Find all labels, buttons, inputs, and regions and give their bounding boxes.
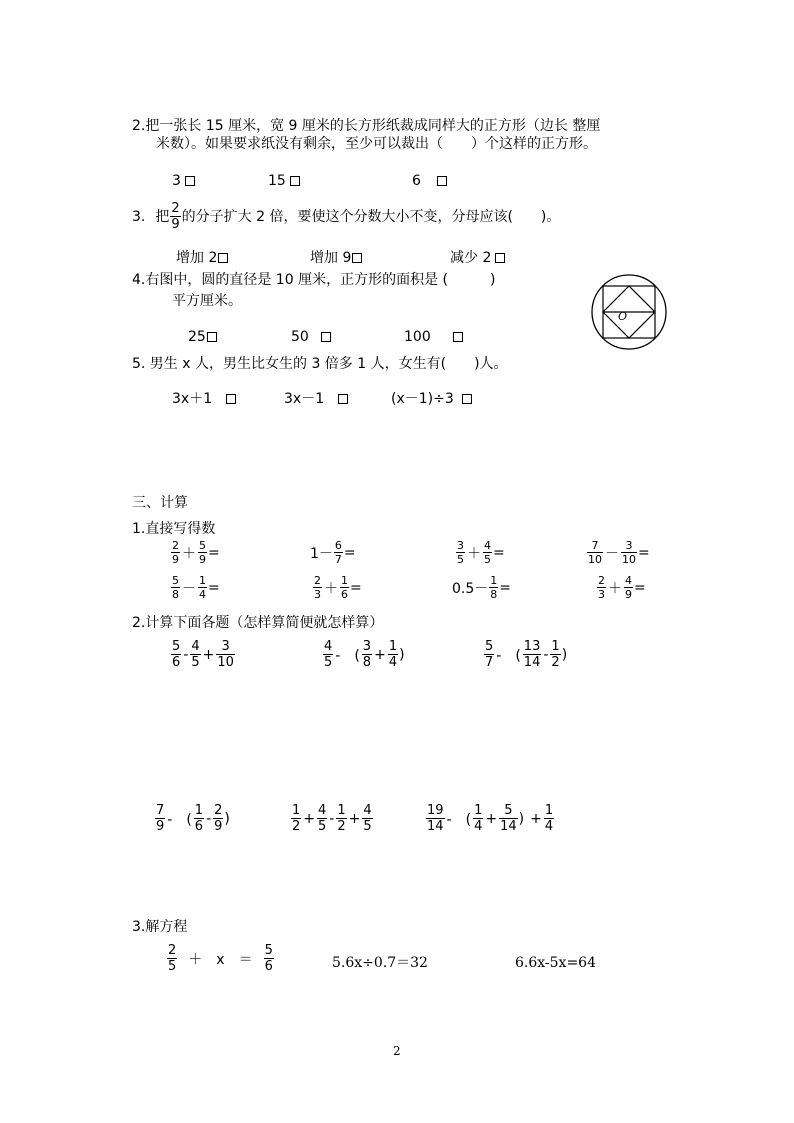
fraction: $\frac{4}{5}$ (363, 803, 372, 834)
fraction: $\frac{5}{6}$ (264, 943, 273, 974)
fraction: $\frac{4}{5}$ (191, 639, 200, 670)
checkbox[interactable] (462, 394, 472, 404)
fraction: $\frac{1}{2}$ (337, 803, 346, 834)
fraction: $\frac{1}{4}$ (199, 574, 206, 601)
direct-r2c3: 0.5－ $\frac{1}{8}$ = (452, 574, 511, 601)
equation-1: $\frac{2}{5}$ ＋ x ＝ $\frac{5}{6}$ (168, 943, 273, 974)
checkbox[interactable] (218, 253, 228, 263)
fraction: $\frac{5}{6}$ (172, 639, 181, 670)
fraction: $\frac{13}{14}$ (523, 639, 541, 670)
checkbox[interactable] (437, 176, 447, 186)
checkbox[interactable] (290, 176, 300, 186)
q5-option-a[interactable]: 3x＋1 (172, 390, 236, 408)
fraction: $\frac{6}{7}$ (334, 539, 342, 566)
q2-line2: 米数）。如果要求纸没有剩余，至少可以裁出（ ）个这样的正方形。 (156, 136, 597, 152)
fraction: $\frac{3}{5}$ (457, 539, 464, 566)
fraction: $\frac{5}{7}$ (485, 639, 494, 670)
fraction: $\frac{2}{9}$ (214, 803, 223, 834)
fraction: $\frac{3}{10}$ (217, 639, 234, 670)
fraction: $\frac{5}{8}$ (172, 574, 179, 601)
checkbox[interactable] (352, 253, 362, 263)
checkbox[interactable] (495, 253, 505, 263)
q3-option-b[interactable]: 增加 9 (310, 249, 362, 267)
fraction: $\frac{5}{9}$ (199, 539, 206, 566)
q4-option-c[interactable]: 100 (404, 328, 463, 346)
section-title: 三、计算 (132, 495, 188, 511)
checkbox[interactable] (321, 332, 331, 342)
q3-stem: 3. 把 $\frac{2}{9}$ 的分子扩大 2 倍，要使这个分数大小不变，分母应该( )。 (132, 201, 561, 232)
calc-e1: $\frac{5}{6}$ - $\frac{4}{5}$ + $\frac{3}{10}$ (172, 639, 234, 670)
fraction: $\frac{1}{8}$ (490, 574, 498, 601)
q3-option-c[interactable]: 减少 2 (450, 249, 505, 267)
direct-r1c3: $\frac{3}{5}$ ＋ $\frac{4}{5}$ = (457, 539, 505, 566)
direct-r2c4: $\frac{2}{3}$ ＋ $\frac{4}{9}$ = (598, 574, 646, 601)
equation-2: 5.6x÷0.7＝32 (332, 955, 428, 971)
fraction: $\frac{1}{4}$ (474, 803, 483, 834)
calc-e5: $\frac{1}{2}$ + $\frac{4}{5}$ - $\frac{1}{2}$ + $\frac{4}{5}$ (292, 803, 372, 834)
fraction: $\frac{2}{9}$ (172, 539, 179, 566)
fraction: $\frac{4}{9}$ (625, 574, 632, 601)
subsection-direct: 1.直接写得数 (132, 521, 216, 537)
fraction: $\frac{19}{14}$ (427, 803, 444, 834)
fraction: $\frac{1}{6}$ (341, 574, 348, 601)
subsection-equations: 3.解方程 (132, 919, 188, 935)
checkbox[interactable] (453, 332, 463, 342)
q2-line1: 2.把一张长 15 厘米，宽 9 厘米的长方形纸裁成同样大的正方形（边长 整厘 (132, 118, 601, 134)
fraction: $\frac{4}{5}$ (318, 803, 327, 834)
fraction: $\frac{1}{2}$ (292, 803, 301, 834)
fraction: $\frac{5}{14}$ (500, 803, 517, 834)
q2-option-c[interactable]: 6 (412, 172, 447, 190)
circle-square-figure (589, 272, 669, 352)
fraction: $\frac{4}{5}$ (484, 539, 491, 566)
q2-option-b[interactable]: 15 (268, 172, 300, 190)
q5-option-c[interactable]: (x－1)÷3 (391, 390, 472, 408)
calc-e3: $\frac{5}{7}$ - ( $\frac{13}{14}$ - $\frac{1}{2}$ ) (485, 639, 568, 670)
calc-e6: $\frac{19}{14}$ - ( $\frac{1}{4}$ + $\frac{5}{14}$ ) + $\frac{1}{4}$ (427, 803, 554, 834)
direct-r1c1: $\frac{2}{9}$ ＋ $\frac{5}{9}$ = (172, 539, 220, 566)
q5-stem: 5. 男生 x 人，男生比女生的 3 倍多 1 人，女生有( )人。 (132, 356, 508, 372)
fraction: $\frac{1}{6}$ (194, 803, 204, 834)
fraction: $\frac{2}{3}$ (598, 574, 605, 601)
q2-option-a[interactable]: 3 (172, 172, 195, 190)
fraction: $\frac{2}{3}$ (314, 574, 321, 601)
fraction: $\frac{2}{5}$ (168, 943, 177, 974)
subsection-calc: 2.计算下面各题（怎样算简便就怎样算） (132, 615, 384, 631)
fraction: $\frac{4}{5}$ (324, 639, 333, 670)
fraction: $\frac{7}{9}$ (156, 803, 165, 834)
fraction: $\frac{1}{4}$ (388, 639, 398, 670)
q5-option-b[interactable]: 3x－1 (284, 390, 348, 408)
fraction: $\frac{7}{10}$ (588, 539, 602, 566)
calc-e4: $\frac{7}{9}$ - ( $\frac{1}{6}$ - $\frac{2}{9}$ ) (156, 803, 230, 834)
direct-r2c1: $\frac{5}{8}$ － $\frac{1}{4}$ = (172, 574, 220, 601)
checkbox[interactable] (338, 394, 348, 404)
q4-option-a[interactable]: 25 (188, 328, 217, 346)
page-number: 2 (393, 1044, 401, 1058)
fraction: $\frac{2}{9}$ (171, 201, 180, 232)
fraction: $\frac{1}{4}$ (544, 803, 554, 834)
fraction: $\frac{3}{8}$ (362, 639, 372, 670)
q4-line1: 4.右图中，圆的直径是 10 厘米，正方形的面积是 ( ) (132, 272, 496, 288)
q3-option-a[interactable]: 增加 2 (176, 249, 228, 267)
fraction: $\frac{3}{10}$ (622, 539, 636, 566)
checkbox[interactable] (207, 332, 217, 342)
q4-option-b[interactable]: 50 (291, 328, 331, 346)
equation-3: 6.6x-5x=64 (515, 955, 596, 971)
direct-r1c2: 1－ $\frac{6}{7}$ = (310, 539, 356, 566)
direct-r2c2: $\frac{2}{3}$ ＋ $\frac{1}{6}$ = (314, 574, 362, 601)
center-label: O (618, 310, 628, 323)
checkbox[interactable] (185, 176, 195, 186)
direct-r1c4: $\frac{7}{10}$ － $\frac{3}{10}$ = (588, 539, 650, 566)
q4-line2: 平方厘米。 (172, 293, 242, 309)
calc-e2: $\frac{4}{5}$ - ( $\frac{3}{8}$ + $\frac{1}{4}$ ) (324, 639, 405, 670)
checkbox[interactable] (226, 394, 236, 404)
fraction: $\frac{1}{2}$ (551, 639, 560, 670)
